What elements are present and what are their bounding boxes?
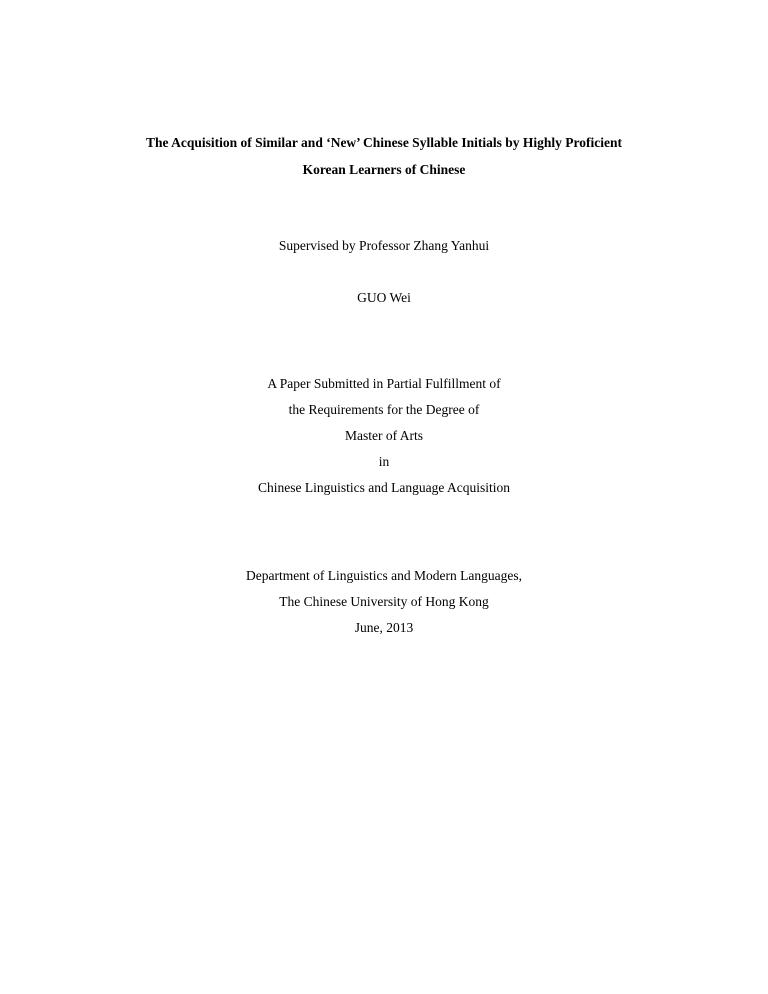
degree-statement-line-1: A Paper Submitted in Partial Fulfillment of — [267, 376, 501, 391]
paper-title-line-1: The Acquisition of Similar and ‘New’ Chinese Syllable Initials by Highly Proficient — [146, 135, 622, 150]
supervisor-line: Supervised by Professor Zhang Yanhui — [278, 238, 490, 253]
degree-statement-line-2: the Requirements for the Degree of — [288, 402, 480, 417]
university-name: The Chinese University of Hong Kong — [279, 594, 489, 609]
department-name: Department of Linguistics and Modern Languages, — [246, 568, 522, 583]
submission-date: June, 2013 — [354, 620, 414, 635]
degree-name: Master of Arts — [345, 428, 423, 443]
degree-field: Chinese Linguistics and Language Acquisition — [258, 480, 510, 495]
paper-title-line-2: Korean Learners of Chinese — [302, 162, 466, 177]
author-name: GUO Wei — [357, 290, 411, 305]
degree-statement-in: in — [378, 454, 390, 469]
